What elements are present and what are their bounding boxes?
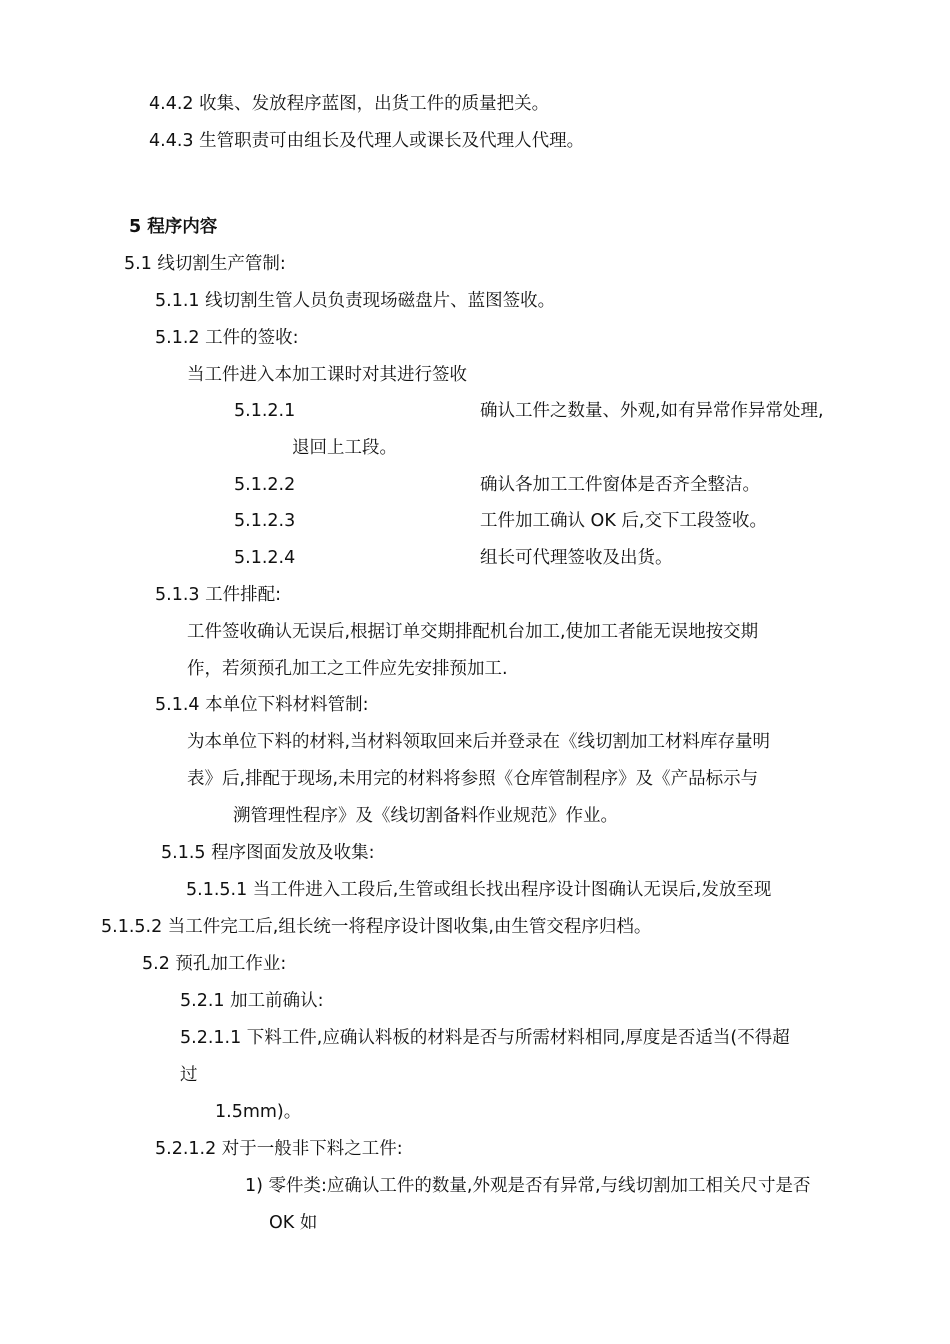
clause-5-1-2-desc: 当工件进入本加工课时对其进行签收 — [187, 365, 467, 385]
clause-5-1-5-1: 5.1.5.1 当工件进入工段后,生管或组长找出程序设计图确认无误后,发放至现 — [186, 880, 772, 900]
clause-5-1-2-2-text: 确认各加工工件窗体是否齐全整洁。 — [480, 475, 760, 495]
clause-5-1-4: 5.1.4 本单位下料材料管制: — [155, 695, 369, 715]
clause-5-2-1: 5.2.1 加工前确认: — [180, 991, 324, 1011]
clause-5-1-4-para-1: 为本单位下料的材料,当材料领取回来后并登录在《线切割加工材料库存量明 — [187, 732, 771, 752]
section-5-heading: 5 程序内容 — [129, 217, 218, 237]
clause-5-1-2-2-number: 5.1.2.2 — [234, 475, 296, 495]
clause-5-2-1-1-line-2: 过 — [180, 1065, 198, 1085]
clause-5-2-1-1-line-3: 1.5mm)。 — [215, 1102, 302, 1122]
clause-5-1-4-para-2: 表》后,排配于现场,未用完的材料将参照《仓库管制程序》及《产品标示与 — [187, 769, 759, 789]
clause-5-2-1-2: 5.2.1.2 对于一般非下料之工件: — [155, 1139, 403, 1159]
clause-5-1-4-para-3: 溯管理性程序》及《线切割备料作业规范》作业。 — [233, 806, 618, 826]
clause-4-4-2: 4.4.2 收集、发放程序蓝图，出货工件的质量把关。 — [149, 94, 550, 114]
clause-5-1-1: 5.1.1 线切割生管人员负责现场磁盘片、蓝图签收。 — [155, 291, 556, 311]
clause-5-1-2-4-number: 5.1.2.4 — [234, 548, 296, 568]
list-item-1-line-1: 1) 零件类:应确认工件的数量,外观是否有异常,与线切割加工相关尺寸是否 — [245, 1176, 811, 1196]
list-item-1-line-2: OK 如 — [269, 1213, 318, 1233]
clause-5-1-3: 5.1.3 工件排配: — [155, 585, 281, 605]
clause-5-1-5: 5.1.5 程序图面发放及收集: — [161, 843, 375, 863]
clause-5-1-2-3-number: 5.1.2.3 — [234, 511, 296, 531]
clause-5-2-1-1-line-1: 5.2.1.1 下料工件,应确认料板的材料是否与所需材料相同,厚度是否适当(不得超 — [180, 1028, 790, 1048]
clause-5-1-3-para-1: 工件签收确认无误后,根据订单交期排配机台加工,使加工者能无误地按交期 — [187, 622, 759, 642]
clause-5-1-5-2: 5.1.5.2 当工件完工后,组长统一将程序设计图收集,由生管交程序归档。 — [101, 917, 652, 937]
section-5-2-heading: 5.2 预孔加工作业: — [142, 954, 287, 974]
clause-4-4-3: 4.4.3 生管职责可由组长及代理人或课长及代理人代理。 — [149, 131, 585, 151]
clause-5-1-2: 5.1.2 工件的签收: — [155, 328, 299, 348]
section-5-1-heading: 5.1 线切割生产管制: — [124, 254, 286, 274]
clause-5-1-3-para-2: 作，若须预孔加工之工件应先安排预加工. — [187, 659, 508, 679]
clause-5-1-2-3-text: 工件加工确认 OK 后,交下工段签收。 — [480, 511, 767, 531]
clause-5-1-2-1-continued: 退回上工段。 — [292, 438, 397, 458]
clause-5-1-2-1-number: 5.1.2.1 — [234, 401, 296, 421]
clause-5-1-2-1-text: 确认工件之数量、外观,如有异常作异常处理, — [480, 401, 824, 421]
clause-5-1-2-4-text: 组长可代理签收及出货。 — [480, 548, 673, 568]
